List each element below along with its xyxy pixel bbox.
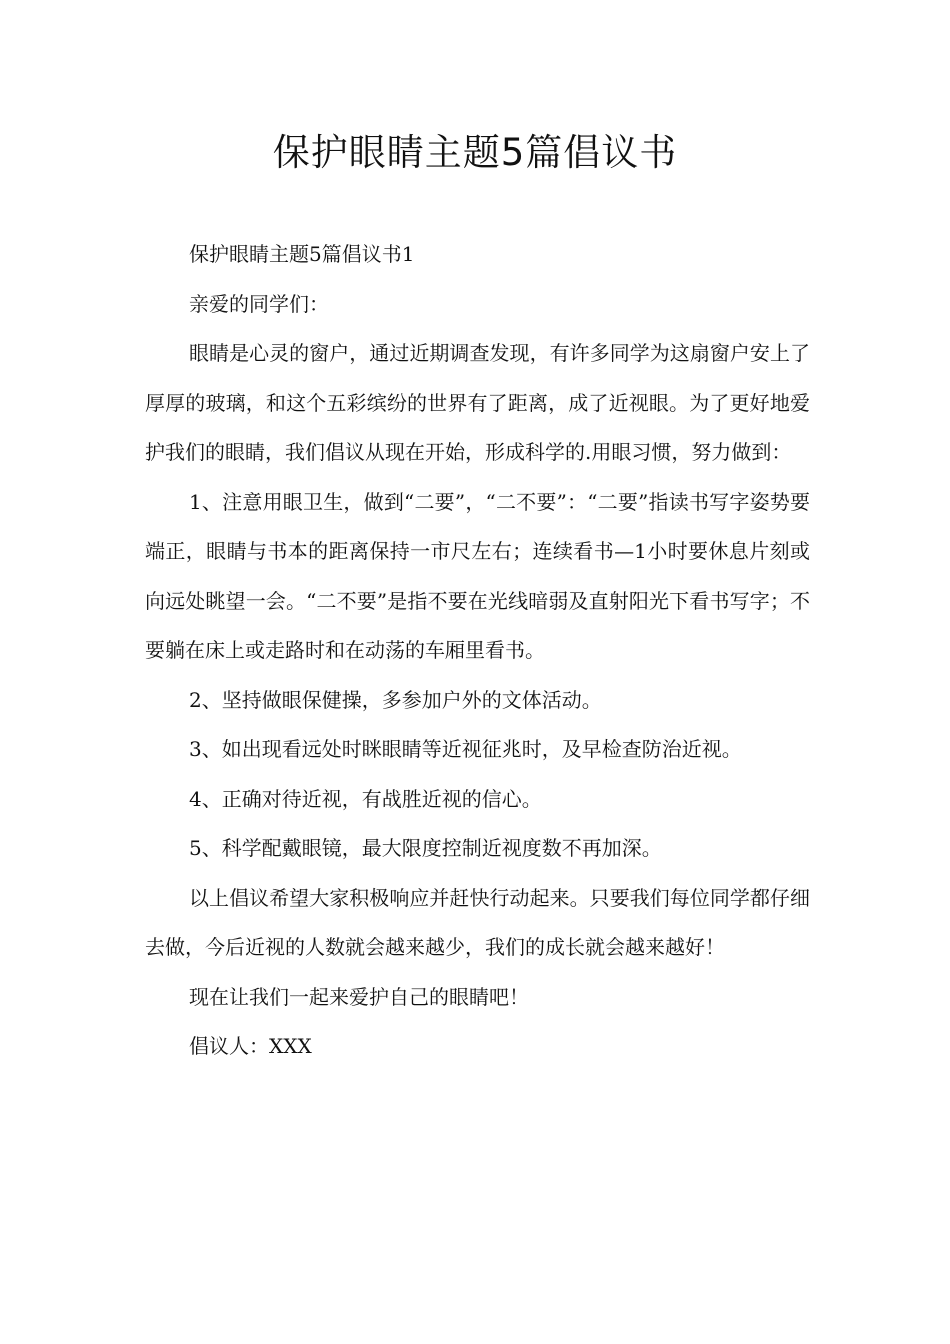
- call-to-action: 现在让我们一起来爱护自己的眼睛吧！: [189, 984, 529, 1009]
- item-4: 4、正确对待近视，有战胜近视的信心。: [189, 786, 542, 811]
- item-2: 2、坚持做眼保健操，多参加户外的文体活动。: [189, 687, 602, 712]
- document-title: 保护眼睛主题5篇倡议书: [272, 131, 678, 174]
- intro-paragraph: 眼睛是心灵的窗户，通过近期调查发现，有许多同学为这扇窗户安上了厚厚的玻璃，和这个五彩缤纷的世界有了距离，成了近视眼。为了更好地爱护我们的眼睛，我们倡议从现在开始，形成科学的.用眼习惯，努力做到：: [145, 341, 810, 464]
- item-1: 1、注意用眼卫生，做到“二要”，“二不要”：“二要”指读书写字姿势要端正，眼睛与书本的距离保持一市尺左右；连续看书—1小时要休息片刻或向远处眺望一会。“二不要”是指不要在光线暗弱及直射阳光下看书写字；不要躺在床上或走路时和在动荡的车厢里看书。: [145, 489, 810, 662]
- item-3: 3、如出现看远处时眯眼睛等近视征兆时，及早检查防治近视。: [189, 737, 742, 761]
- section-subtitle: 保护眼睛主题5篇倡议书1: [189, 242, 415, 266]
- item-5: 5、科学配戴眼镜，最大限度控制近视度数不再加深。: [189, 836, 662, 860]
- conclusion-paragraph: 以上倡议希望大家积极响应并赶快行动起来。只要我们每位同学都仔细去做，今后近视的人数就会越来越少，我们的成长就会越来越好！: [145, 885, 810, 959]
- greeting: 亲爱的同学们：: [189, 291, 329, 316]
- signature: 倡议人：XXX: [189, 1034, 312, 1058]
- document-body: [145, 230, 810, 1072]
